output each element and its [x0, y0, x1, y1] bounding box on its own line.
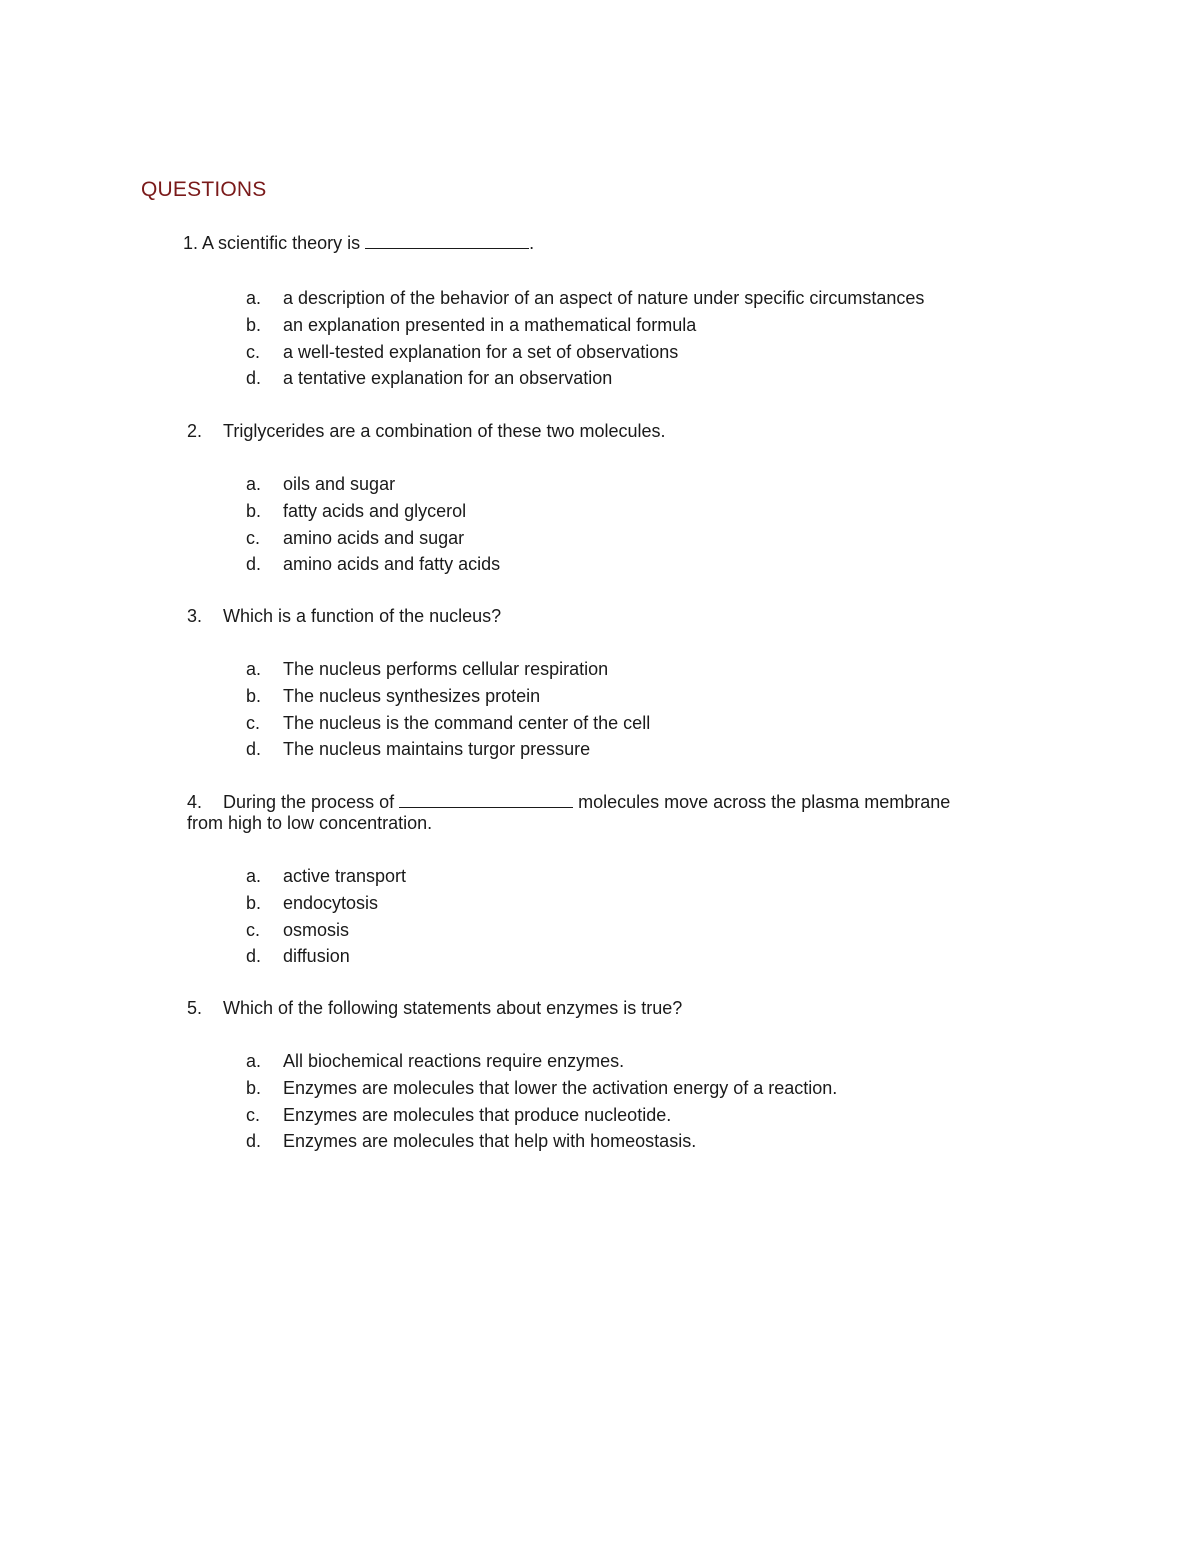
option-b	[246, 498, 500, 525]
question-number: 3.	[187, 606, 203, 626]
option-text: Enzymes are molecules that help with homeostasis.	[283, 1131, 697, 1152]
option-c	[246, 917, 406, 944]
option-list-1	[246, 285, 924, 392]
option-d	[246, 736, 650, 763]
answer-blank	[365, 233, 529, 249]
question-number: 2.	[187, 421, 203, 441]
option-d	[246, 365, 924, 392]
option-letter: b.	[246, 314, 262, 335]
option-text: diffusion	[283, 946, 350, 967]
option-text: Enzymes are molecules that produce nucleotide.	[283, 1104, 672, 1125]
question-text-after: .	[529, 233, 535, 253]
question-text-before: During the process of	[223, 792, 400, 812]
option-text: amino acids and sugar	[283, 527, 465, 548]
option-letter: c.	[246, 712, 261, 733]
question-text: Which of the following statements about enzymes is true?	[223, 998, 683, 1018]
question-3	[187, 606, 501, 627]
option-list-4	[246, 863, 406, 970]
option-c	[246, 1102, 837, 1129]
option-text: endocytosis	[283, 892, 379, 913]
option-text: All biochemical reactions require enzymes.	[283, 1051, 625, 1071]
page-title: QUESTIONS	[141, 178, 267, 201]
option-text: an explanation presented in a mathematical formula	[283, 314, 697, 335]
option-a	[246, 471, 500, 498]
question-number: 4.	[187, 792, 203, 812]
option-list-3	[246, 656, 650, 763]
option-list-2	[246, 471, 500, 578]
option-letter: b.	[246, 1077, 262, 1098]
option-d	[246, 1128, 837, 1155]
option-a	[246, 1048, 837, 1075]
option-d	[246, 943, 406, 970]
question-4-continuation: from high to low concentration.	[187, 813, 433, 833]
option-b	[246, 312, 924, 339]
option-letter: a.	[246, 659, 262, 679]
option-b	[246, 890, 406, 917]
option-text: oils and sugar	[283, 474, 396, 494]
option-a	[246, 863, 406, 890]
option-d	[246, 551, 500, 578]
question-4	[187, 792, 950, 813]
question-text-after: molecules move across the plasma membrane	[573, 792, 951, 812]
question-5	[187, 998, 682, 1019]
option-letter: d.	[246, 946, 262, 967]
option-letter: c.	[246, 1104, 261, 1125]
option-letter: d.	[246, 1131, 262, 1152]
option-c	[246, 710, 650, 737]
option-letter: b.	[246, 685, 262, 706]
option-b	[246, 1075, 837, 1102]
answer-blank	[399, 792, 573, 808]
option-c	[246, 525, 500, 552]
option-text: a tentative explanation for an observation	[283, 368, 613, 389]
option-letter: d.	[246, 368, 262, 389]
question-text-before: A scientific theory is	[202, 233, 366, 253]
question-text: Triglycerides are a combination of these two molecules.	[223, 421, 666, 441]
option-letter: d.	[246, 739, 262, 760]
option-b	[246, 683, 650, 710]
option-text: osmosis	[283, 919, 350, 940]
option-letter: a.	[246, 1051, 262, 1071]
option-text: The nucleus is the command center of the cell	[283, 712, 651, 733]
option-text: The nucleus synthesizes protein	[283, 685, 541, 706]
option-text: The nucleus performs cellular respiration	[283, 659, 609, 679]
option-c	[246, 339, 924, 366]
option-text: fatty acids and glycerol	[283, 500, 467, 521]
option-text: a description of the behavior of an aspect of nature under specific circumstances	[283, 288, 925, 308]
option-letter: c.	[246, 341, 261, 362]
option-letter: b.	[246, 500, 262, 521]
question-2	[187, 421, 666, 442]
option-a	[246, 656, 650, 683]
option-letter: a.	[246, 474, 262, 494]
option-a	[246, 285, 924, 312]
option-letter: b.	[246, 892, 262, 913]
option-letter: a.	[246, 288, 262, 308]
question-text: Which is a function of the nucleus?	[223, 606, 502, 626]
option-text: active transport	[283, 866, 407, 886]
option-letter: a.	[246, 866, 262, 886]
option-text: a well-tested explanation for a set of observations	[283, 341, 679, 362]
question-1	[183, 233, 534, 254]
option-letter: c.	[246, 919, 261, 940]
option-letter: c.	[246, 527, 261, 548]
option-letter: d.	[246, 554, 262, 575]
option-text: amino acids and fatty acids	[283, 554, 501, 575]
question-number: 1.	[183, 233, 199, 253]
option-text: The nucleus maintains turgor pressure	[283, 739, 591, 760]
option-list-5	[246, 1048, 837, 1155]
option-text: Enzymes are molecules that lower the activation energy of a reaction.	[283, 1077, 838, 1098]
question-number: 5.	[187, 998, 203, 1018]
